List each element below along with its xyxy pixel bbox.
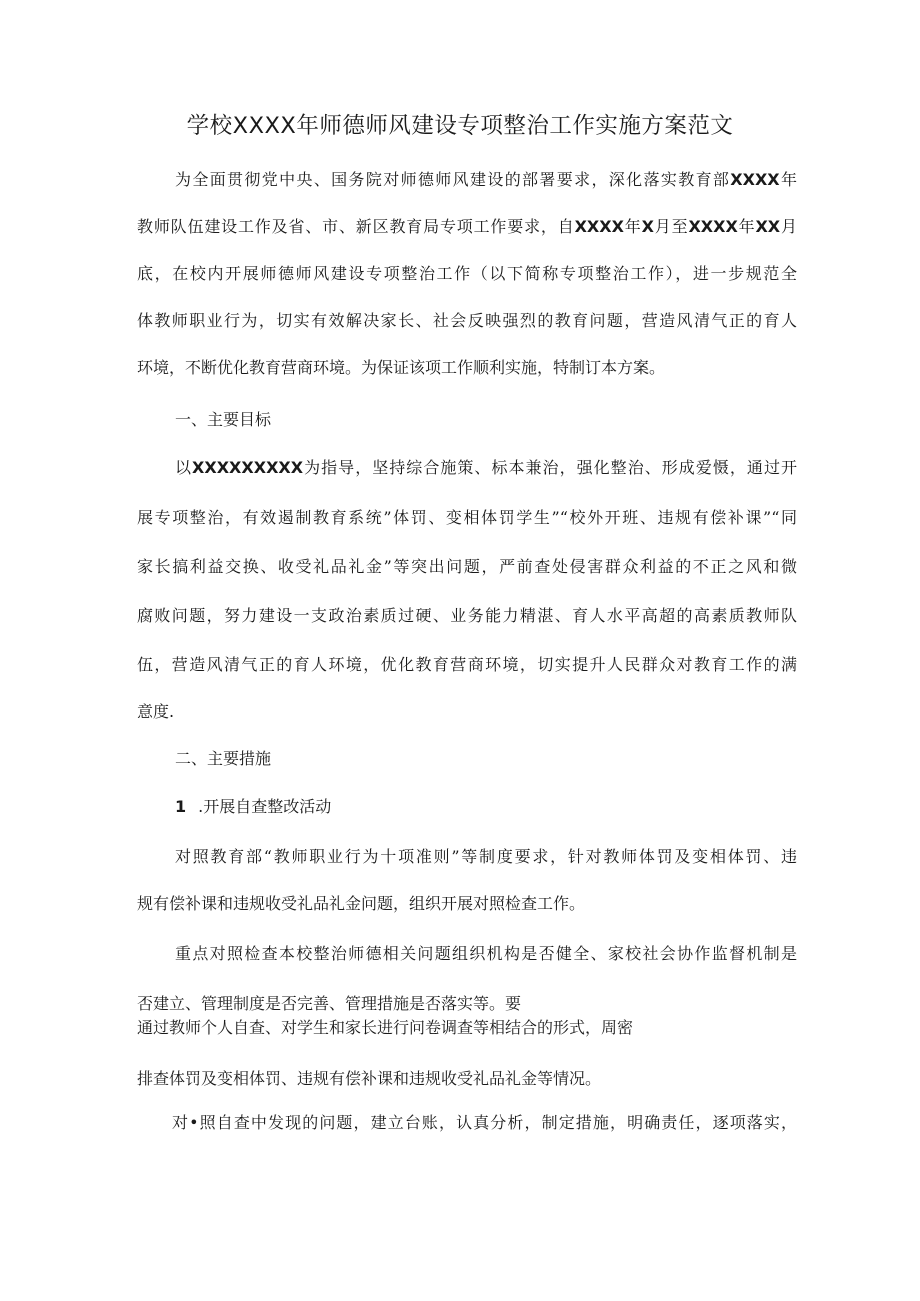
paragraph-2-line-4: 排查体罚及变相体罚、违规有偿补课和违规收受礼品礼金等情况。 [137,1069,602,1088]
text-run: 年 [737,217,756,236]
placeholder-month: XX [755,217,781,236]
section-1-line-1 [175,458,797,478]
section-2-heading: 二、主要措施 [175,749,272,768]
placeholder-year: XXXX [574,217,624,236]
paragraph-1-line-1: 对照教育部“教师职业行为十项准则”等制度要求，针对教师体罚及变相体罚、违 [175,847,797,866]
section-1-line-6: 意度. [137,702,175,721]
intro-line-3: 底，在校内开展师德师风建设专项整治工作（以下简称专项整治工作），进一步规范全 [137,264,797,283]
subsection-1-heading [175,797,797,817]
text-run: 月至 [653,217,689,236]
text-run: 年 [623,217,642,236]
placeholder-text: XXXXXXXXX [192,458,304,477]
document-title: 学校XXXX年师德师风建设专项整治工作实施方案范文 [186,113,734,139]
placeholder-month: X [641,217,654,236]
paragraph-1-line-2: 规有偿补课和违规收受礼品礼金问题，组织开展对照检查工作。 [137,894,586,913]
subsection-number: 1 [175,797,187,816]
section-1-line-5: 伍，营造风清气正的育人环境，优化教育营商环境，切实提升人民群众对教育工作的满 [137,655,797,674]
paragraph-2-line-1: 重点对照检查本校整治师德相关问题组织机构是否健全、家校社会协作监督机制是 [175,944,797,963]
subsection-title: .开展自查整改活动 [198,797,332,816]
intro-line-2 [137,217,797,237]
text-run: 年 [779,170,797,189]
placeholder-year: XXXX [730,170,780,189]
paragraph-2-line-2: 否建立、管理制度是否完善、管理措施是否落实等。要 [137,994,522,1013]
intro-line-4: 体教师职业行为，切实有效解决家长、社会反映强烈的教育问题，营造风清气正的育人 [137,311,797,330]
text-run: 为指导，坚持综合施策、标本兼治，强化整治、形成爱慑，通过开 [303,458,797,477]
placeholder-year: XXXX [688,217,738,236]
paragraph-3-line-1: 对•照自查中发现的问题，建立台账，认真分析，制定措施，明确责任，逐项落实， [172,1113,797,1132]
intro-line-5: 环境，不断优化教育营商环境。为保证该项工作顺利实施，特制订本方案。 [137,358,666,377]
text-run: 为全面贯彻党中央、国务院对师德师风建设的部署要求，深化落实教育部 [175,170,731,189]
text-run: 以 [175,458,193,477]
paragraph-2-line-3: 通过教师个人自查、对学生和家长进行问卷调查等相结合的形式，周密 [137,1018,634,1037]
text-run: 教师队伍建设工作及省、市、新区教育局专项工作要求，自 [137,217,575,236]
intro-line-1 [175,170,797,190]
text-run: 月 [780,217,797,236]
section-1-line-2: 展专项整治，有效遏制教育系统”体罚、变相体罚学生”“校外开班、违规有偿补课”“同 [137,508,797,527]
section-1-heading: 一、主要目标 [175,410,272,429]
section-1-line-4: 腐败问题，努力建设一支政治素质过硬、业务能力精湛、育人水平高超的高素质教师队 [137,606,797,625]
section-1-line-3: 家长搞利益交换、收受礼品礼金”等突出问题，严前查处侵害群众利益的不正之风和微 [137,557,797,576]
